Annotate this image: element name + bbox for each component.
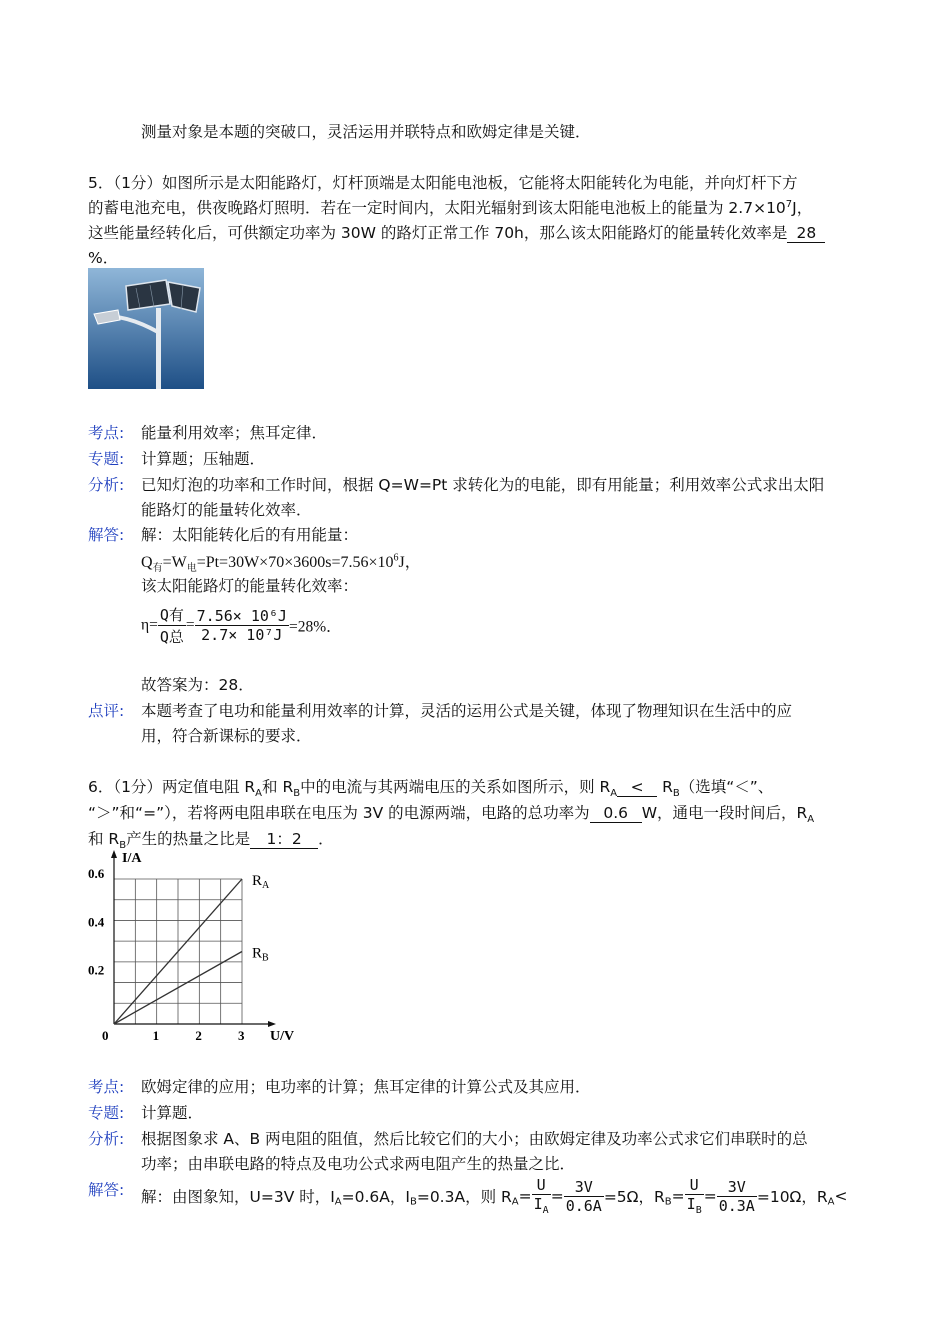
- q6-line3: 和 $R_B$产生的热量之比是 1：2 ．: [88, 830, 334, 852]
- paragraph-tail: 测量对象是本题的突破口，灵活运用并联特点和欧姆定律是关键．: [141, 123, 591, 141]
- q5-kaodian-label: 考点:: [88, 424, 125, 442]
- iu-chart: [80, 846, 310, 1044]
- q5-line1: 5．（1分）如图所示是太阳能路灯，灯杆顶端是太阳能电池板，它能将太阳能转化为电能，并向灯杆下方: [88, 174, 798, 192]
- x-tick-label: 0: [102, 1028, 109, 1043]
- q6-zhuanti-label: 专题:: [88, 1104, 125, 1122]
- q6-answer3-blank: 1：2: [250, 831, 318, 849]
- q6-jieda-line: 解：由图象知，U=3V 时，$I_A=0.6A$，$I_B=0.3A$，则 $R_A=$ $\frac{U}{I_A}$ = $\frac{3V}{0.6A}$ =5Ω，$R_B=$ $\frac{U}{I_B}$ = $\frac{3V}{0.3A}$ =10Ω，$R_A<$: [141, 1176, 848, 1216]
- x-axis-label: U/V: [270, 1029, 295, 1044]
- x-axis-arrow-icon: [268, 1021, 276, 1027]
- q6-line2: “＞”和“=”），若将两电阻串联在电压为 3V 的电源两端，电路的总功率为 0.6 W，通电一段时间后，$R_A$: [88, 804, 815, 826]
- q5-dianping-line2: 用，符合新课标的要求．: [141, 727, 312, 745]
- q6-line1: 6．（1分）两定值电阻 $R_A$和 $R_B$中的电流与其两端电压的关系如图所示，则 $R_A < R_B$（选填“＜”、: [88, 778, 774, 800]
- q5-dianping-line1: 本题考查了电功和能量利用效率的计算，灵活的运用公式是关键，体现了物理知识在生活中的应: [141, 702, 793, 720]
- q5-efficiency-formula: η= $\frac{\text{Q有}}{\text{Q总}}$ = $\frac{\text{7.56× 10⁶J}}{\text{2.7× 10⁷J}}$ =28%．: [141, 606, 342, 646]
- y-axis-label: I/A: [122, 851, 142, 866]
- q6-zhuanti: 计算题．: [141, 1104, 204, 1122]
- q5-kaodian: 能量利用效率；焦耳定律．: [141, 424, 328, 442]
- q5-answer-blank: 28: [787, 225, 825, 243]
- chart-series: [114, 873, 270, 1024]
- q5-jieda-line2: $Q_有=W_电=Pt=30W\times 70\times 3600s=7.56\times 10^6J$，: [141, 552, 421, 575]
- y-tick-label: 0.2: [88, 962, 105, 978]
- q5-jieda-line3: 该太阳能路灯的能量转化效率：: [141, 577, 359, 595]
- q5-line3: 这些能量经转化后，可供额定功率为 30W 的路灯正常工作 70h，那么该太阳能路灯的能量转化效率是 28: [88, 221, 825, 243]
- q6-answer1-blank: <: [617, 779, 657, 797]
- q6-answer2-blank: 0.6: [590, 805, 642, 823]
- x-tick-label: 1: [152, 1028, 160, 1043]
- q6-kaodian-label: 考点:: [88, 1078, 125, 1096]
- q5-jieda-line1: 解：太阳能转化后的有用能量：: [141, 526, 359, 544]
- q5-zhuanti: 计算题；压轴题．: [141, 450, 266, 468]
- q5-fenxi-label: 分析:: [88, 476, 125, 494]
- q6-kaodian: 欧姆定律的应用；电功率的计算；焦耳定律的计算公式及其应用．: [141, 1078, 591, 1096]
- y-tick-label: 0.4: [88, 914, 105, 930]
- q5-final-answer: 故答案为：28．: [141, 676, 254, 694]
- q5-line4: %．: [88, 249, 119, 267]
- q5-dianping-label: 点评:: [88, 702, 125, 720]
- series-label-ra: $R_A$: [252, 873, 270, 891]
- q6-jieda-label: 解答:: [88, 1181, 125, 1199]
- q6-fenxi-label: 分析:: [88, 1130, 125, 1148]
- solar-street-light-image: [88, 268, 204, 389]
- q5-zhuanti-label: 专题:: [88, 450, 125, 468]
- q5-line2: 的蓄电池充电，供夜晚路灯照明．若在一定时间内，太阳光辐射到该太阳能电池板上的能量为 $2.7\times 10^7J$，: [88, 198, 813, 217]
- q5-fenxi-line2: 能路灯的能量转化效率．: [141, 501, 312, 519]
- q5-fenxi-line1: 已知灯泡的功率和工作时间，根据 Q=W=Pt 求转化为的电能，即有用能量；利用效率公式求出太阳: [141, 476, 825, 494]
- x-tick-label: 3: [238, 1028, 245, 1043]
- q5-jieda-label: 解答:: [88, 526, 125, 544]
- series-label-rb: $R_B$: [252, 945, 269, 964]
- x-tick-label: 2: [195, 1028, 202, 1043]
- y-tick-label: 0.6: [88, 866, 105, 881]
- q6-fenxi-line2: 功率；由串联电路的特点及电功公式求两电阻产生的热量之比．: [141, 1155, 576, 1173]
- q6-fenxi-line1: 根据图象求 A、B 两电阻的阻值，然后比较它们的大小；由欧姆定律及功率公式求它们串联时的总: [141, 1130, 808, 1148]
- y-axis-arrow-icon: [111, 850, 117, 858]
